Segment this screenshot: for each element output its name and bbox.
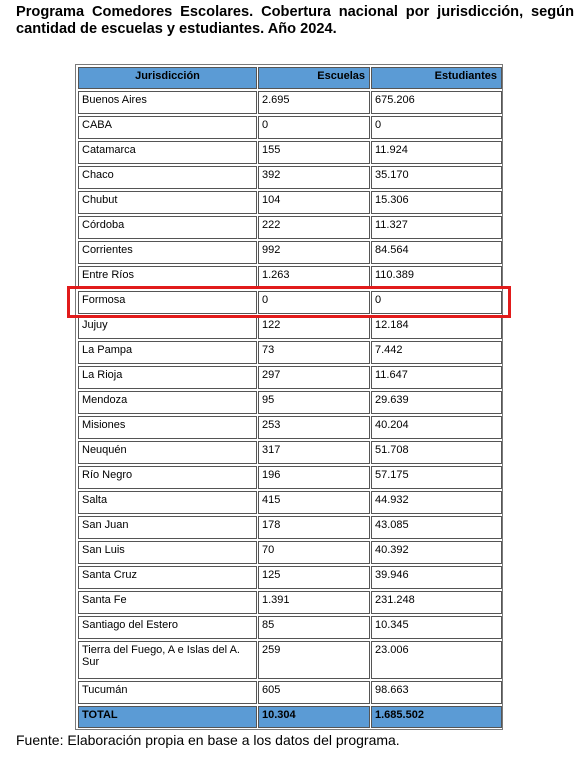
- table-row: [76, 564, 502, 589]
- cell-escuelas: 415: [258, 491, 370, 514]
- cell-escuelas: 73: [258, 341, 370, 364]
- cell-estudiantes: 40.204: [371, 416, 502, 439]
- cell-jurisdiccion: San Luis: [78, 541, 257, 564]
- cell-jurisdiccion: Jujuy: [78, 316, 257, 339]
- cell-estudiantes: 0: [371, 116, 502, 139]
- cell-escuelas: 253: [258, 416, 370, 439]
- cell-escuelas: 196: [258, 466, 370, 489]
- cell-estudiantes: 23.006: [371, 641, 502, 679]
- cell-estudiantes: 39.946: [371, 566, 502, 589]
- cell-escuelas: 259: [258, 641, 370, 679]
- cell-escuelas: 70: [258, 541, 370, 564]
- cell-jurisdiccion: Formosa: [78, 291, 257, 314]
- cell-jurisdiccion: Catamarca: [78, 141, 257, 164]
- cell-jurisdiccion: Tucumán: [78, 681, 257, 704]
- cell-escuelas: 1.391: [258, 591, 370, 614]
- cell-estudiantes: 11.924: [371, 141, 502, 164]
- cell-jurisdiccion: Santa Cruz: [78, 566, 257, 589]
- page-title: Programa Comedores Escolares. Cobertura nacional por jurisdicción, según cantidad de escuelas y estudiantes. Año 2024.: [16, 4, 574, 37]
- cell-jurisdiccion: Entre Ríos: [78, 266, 257, 289]
- cell-jurisdiccion: Salta: [78, 491, 257, 514]
- cell-estudiantes: 231.248: [371, 591, 502, 614]
- cell-escuelas: 2.695: [258, 91, 370, 114]
- table-row: [76, 164, 502, 189]
- cell-estudiantes: 35.170: [371, 166, 502, 189]
- cell-jurisdiccion: Mendoza: [78, 391, 257, 414]
- table-row: [76, 139, 502, 164]
- cell-estudiantes: 29.639: [371, 391, 502, 414]
- cell-jurisdiccion: Córdoba: [78, 216, 257, 239]
- table-row: [76, 414, 502, 439]
- table-row: [76, 679, 502, 704]
- cell-jurisdiccion: Chubut: [78, 191, 257, 214]
- cell-escuelas: 1.263: [258, 266, 370, 289]
- table-row: [76, 214, 502, 239]
- cell-escuelas: 125: [258, 566, 370, 589]
- cell-jurisdiccion: Chaco: [78, 166, 257, 189]
- cell-estudiantes: 675.206: [371, 91, 502, 114]
- source-note: Fuente: Elaboración propia en base a los datos del programa.: [16, 732, 400, 748]
- table-row: [76, 514, 502, 539]
- table-row: [76, 439, 502, 464]
- cell-jurisdiccion: CABA: [78, 116, 257, 139]
- total-cell-estudiantes: 1.685.502: [371, 706, 502, 728]
- cell-estudiantes: 43.085: [371, 516, 502, 539]
- cell-estudiantes: 98.663: [371, 681, 502, 704]
- cell-escuelas: 992: [258, 241, 370, 264]
- cell-escuelas: 222: [258, 216, 370, 239]
- cell-escuelas: 0: [258, 116, 370, 139]
- cell-estudiantes: 11.327: [371, 216, 502, 239]
- total-cell-jurisdiccion: TOTAL: [78, 706, 257, 728]
- cell-jurisdiccion: La Pampa: [78, 341, 257, 364]
- table-row: [76, 464, 502, 489]
- cell-estudiantes: 44.932: [371, 491, 502, 514]
- cell-jurisdiccion: Río Negro: [78, 466, 257, 489]
- table-row: [76, 639, 502, 679]
- cell-estudiantes: 40.392: [371, 541, 502, 564]
- table-row: [76, 339, 502, 364]
- cell-estudiantes: 7.442: [371, 341, 502, 364]
- cell-escuelas: 297: [258, 366, 370, 389]
- cell-escuelas: 605: [258, 681, 370, 704]
- table-row: [76, 114, 502, 139]
- cell-escuelas: 178: [258, 516, 370, 539]
- table-row: [76, 614, 502, 639]
- cell-jurisdiccion: San Juan: [78, 516, 257, 539]
- cell-jurisdiccion: La Rioja: [78, 366, 257, 389]
- cell-jurisdiccion: Corrientes: [78, 241, 257, 264]
- cell-escuelas: 95: [258, 391, 370, 414]
- cell-jurisdiccion: Misiones: [78, 416, 257, 439]
- cell-jurisdiccion: Tierra del Fuego, A e Islas del A. Sur: [78, 641, 257, 679]
- cell-escuelas: 0: [258, 291, 370, 314]
- table-row: [76, 239, 502, 264]
- cell-estudiantes: 0: [371, 291, 502, 314]
- header-estudiantes: Estudiantes: [371, 67, 502, 89]
- table-total-row: [76, 704, 502, 728]
- cell-estudiantes: 15.306: [371, 191, 502, 214]
- table-row: [76, 539, 502, 564]
- cell-estudiantes: 51.708: [371, 441, 502, 464]
- cell-estudiantes: 110.389: [371, 266, 502, 289]
- cell-jurisdiccion: Neuquén: [78, 441, 257, 464]
- cell-jurisdiccion: Santiago del Estero: [78, 616, 257, 639]
- cell-escuelas: 104: [258, 191, 370, 214]
- cell-estudiantes: 57.175: [371, 466, 502, 489]
- table-row: [76, 364, 502, 389]
- table-row: [76, 389, 502, 414]
- coverage-table: [75, 64, 503, 730]
- table-row: [76, 489, 502, 514]
- table-row: [76, 89, 502, 114]
- cell-escuelas: 155: [258, 141, 370, 164]
- header-escuelas: Escuelas: [258, 67, 370, 89]
- cell-estudiantes: 11.647: [371, 366, 502, 389]
- cell-escuelas: 122: [258, 316, 370, 339]
- cell-jurisdiccion: Santa Fe: [78, 591, 257, 614]
- total-cell-escuelas: 10.304: [258, 706, 370, 728]
- table-header-row: [76, 65, 502, 89]
- cell-estudiantes: 84.564: [371, 241, 502, 264]
- cell-estudiantes: 10.345: [371, 616, 502, 639]
- cell-escuelas: 392: [258, 166, 370, 189]
- table-row: [76, 589, 502, 614]
- header-jurisdiccion: Jurisdicción: [78, 67, 257, 89]
- table-row: [76, 189, 502, 214]
- cell-escuelas: 317: [258, 441, 370, 464]
- cell-estudiantes: 12.184: [371, 316, 502, 339]
- cell-jurisdiccion: Buenos Aires: [78, 91, 257, 114]
- cell-escuelas: 85: [258, 616, 370, 639]
- formosa-highlight-box: [67, 286, 511, 318]
